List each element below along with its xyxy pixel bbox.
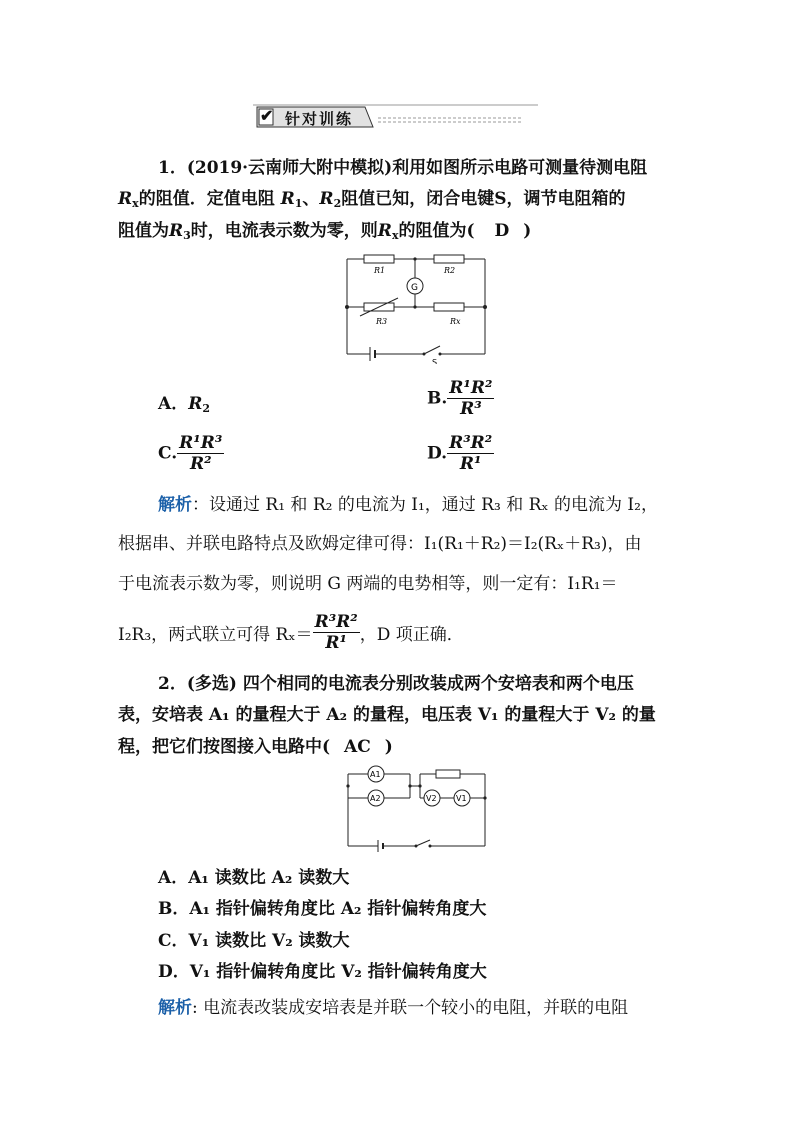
q2-option-d: D．V₁ 指针偏转角度比 V₂ 指针偏转角度大 xyxy=(158,962,487,982)
q1-analysis-line3: 于电流表示数为零，则说明 G 两端的电势相等，则一定有：I₁R₁＝ xyxy=(118,574,618,594)
q1-option-b: B. $\frac{\text{R¹R²}}{\text{R³}}$ xyxy=(427,378,493,419)
q2-line3: 程，把它们按图接入电路中( AC ) xyxy=(118,737,393,757)
q2-option-b: B．A₁ 指针偏转角度比 A₂ 指针偏转角度大 xyxy=(158,899,487,919)
q1-line1: 1．(2019·云南师大附中模拟)利用如图所示电路可测量待测电阻 xyxy=(158,158,648,178)
label-a1: A1 xyxy=(370,770,381,779)
label-r3: R3 xyxy=(376,317,388,326)
label-v2: V2 xyxy=(426,794,437,803)
q2-analysis-line1: 解析: 电流表改装成安培表是并联一个较小的电阻，并联的电阻 xyxy=(158,998,629,1018)
circuit-diagram-1 xyxy=(340,252,490,364)
q1-line2: $R_x$的阻值．定值电阻 $R_1$、$R_2$阻值已知，闭合电键S，调节电阻箱的 xyxy=(118,189,626,210)
q2-line1: 2．(多选) 四个相同的电流表分别改装成两个安培表和两个电压 xyxy=(158,674,634,694)
q1-analysis-line2: 根据串、并联电路特点及欧姆定律可得：I₁(R₁＋R₂)＝I₂(Rₓ＋R₃)，由 xyxy=(118,534,642,554)
label-a2: A2 xyxy=(370,794,381,803)
q1-option-a: A．$R_2$ xyxy=(158,394,210,415)
q2-option-c: C．V₁ 读数比 V₂ 读数大 xyxy=(158,931,350,951)
label-v1: V1 xyxy=(456,794,467,803)
label-rx: Rx xyxy=(450,317,461,326)
section-title: 针对训练 xyxy=(285,110,354,128)
label-r2: R2 xyxy=(444,266,456,275)
q1-answer: D xyxy=(494,221,510,241)
q1-option-d: D. $\frac{\text{R³R²}}{\text{R¹}}$ xyxy=(427,433,493,474)
q2-option-a: A．A₁ 读数比 A₂ 读数大 xyxy=(158,868,350,888)
section-header xyxy=(253,103,543,133)
label-g: G xyxy=(411,283,418,293)
circuit-diagram-2 xyxy=(340,764,490,854)
q2-line2: 表，安培表 A₁ 的量程大于 A₂ 的量程，电压表 V₁ 的量程大于 V₂ 的量 xyxy=(118,705,656,725)
q1-option-c: C. $\frac{\text{R¹R³}}{\text{R²}}$ xyxy=(158,433,223,474)
label-r1: R1 xyxy=(374,266,386,275)
q1-analysis-line4: I₂R₃，两式联立可得 Rₓ＝ $\frac{\text{R³R²}}{\text{R¹}}$ ，D 项正确． xyxy=(118,612,464,653)
q2-answer: AC xyxy=(344,737,371,757)
q1-line3: 阻值为$R_3$时，电流表示数为零，则$R_x$的阻值为( D ) xyxy=(118,221,532,242)
check-icon: ✔ xyxy=(260,106,274,125)
q1-analysis-line1: 解析：设通过 R₁ 和 R₂ 的电流为 I₁，通过 R₃ 和 Rₓ 的电流为 I₂， xyxy=(158,495,658,515)
label-s: S xyxy=(432,358,438,364)
